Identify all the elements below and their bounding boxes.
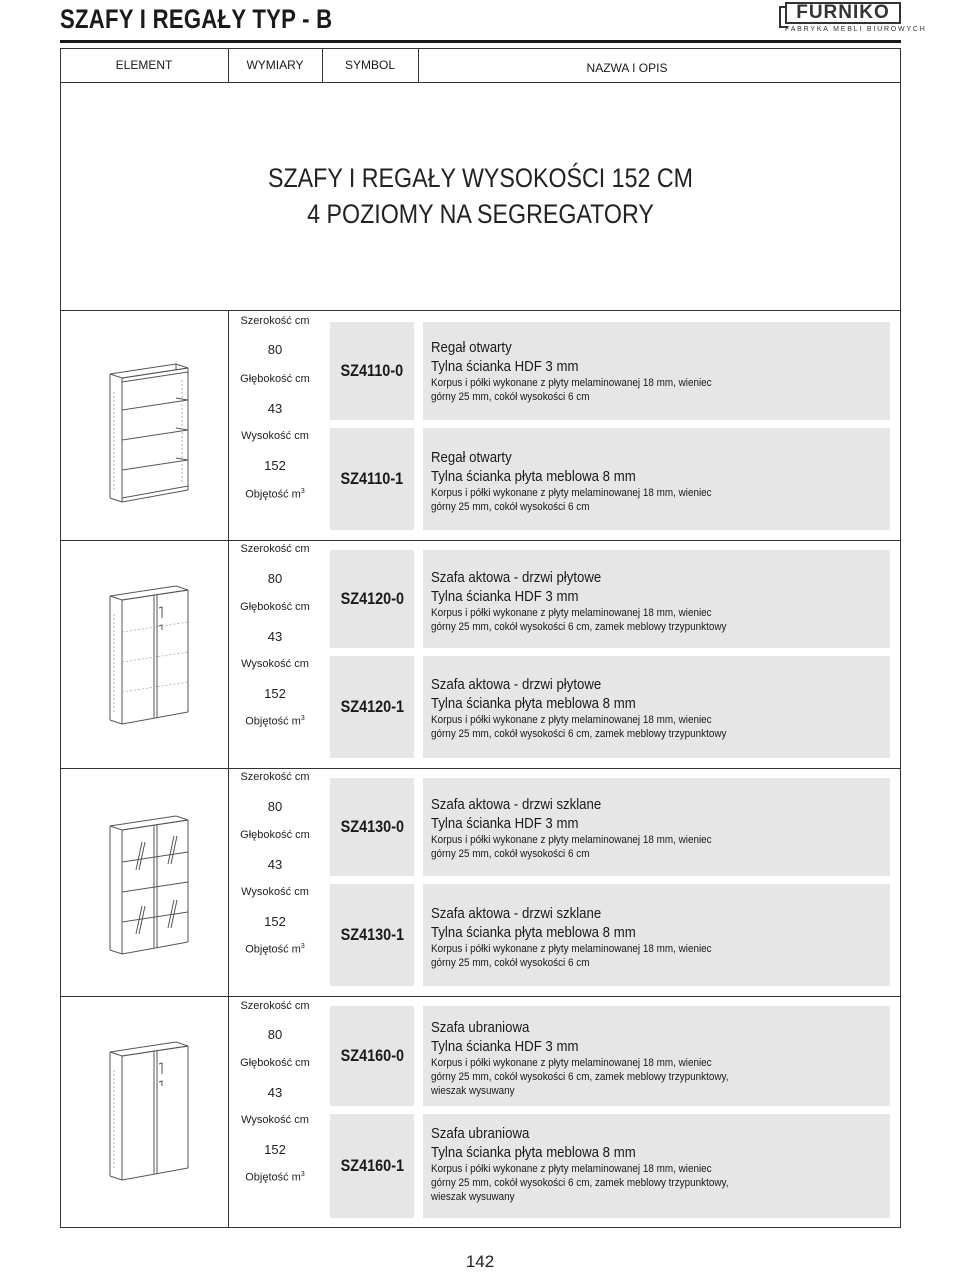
cabinet-glass-doors-illustration [96,808,196,968]
product-description [423,656,890,758]
width-label: Szerokość cm [240,543,310,555]
product-back-panel: Tylna ścianka płyta meblowa 8 mm [431,924,636,941]
table-divider [60,768,901,769]
depth-value: 43 [267,401,283,416]
product-symbol: SZ4110-0 [330,322,414,420]
product-name: Szafa aktowa - drzwi płytowe [431,569,602,586]
product-name: Regał otwarty [431,449,512,466]
product-description [423,1006,890,1106]
depth-value: 43 [267,629,283,644]
product-symbol: SZ4120-1 [330,656,414,758]
height-value: 152 [264,686,286,701]
height-label: Wysokość cm [241,1114,309,1126]
depth-label: Głębokość cm [240,829,310,841]
product-name: Szafa ubraniowa [431,1125,530,1142]
product-description [423,428,890,530]
width-value: 80 [267,342,283,357]
height-value: 152 [264,1142,286,1157]
width-label: Szerokość cm [240,771,310,783]
product-symbol: SZ4160-1 [330,1114,414,1218]
column-header-symbol: SYMBOL [344,58,395,72]
product-description [423,550,890,648]
section-title [119,160,842,232]
product-details: Korpus i półki wykonane z płyty melaminowanej 18 mm, wieniec górny 25 mm, cokół wysokości 6 cm [431,487,712,513]
height-label: Wysokość cm [241,886,309,898]
product-details: Korpus i półki wykonane z płyty melaminowanej 18 mm, wieniec górny 25 mm, cokół wysokości 6 cm, zamek meblowy trzypunktowy, wieszak wysuwany [431,1057,729,1097]
depth-value: 43 [267,857,283,872]
product-description [423,1114,890,1218]
height-value: 152 [264,914,286,929]
column-header-dims: WYMIARY [246,58,304,72]
product-description [423,778,890,876]
product-details: Korpus i półki wykonane z płyty melaminowanej 18 mm, wieniec górny 25 mm, cokół wysokości 6 cm, zamek meblowy trzypunktowy, wieszak wysuwany [431,1163,729,1203]
volume-label: Objętość $m^3$ [245,488,305,501]
product-back-panel: Tylna ścianka płyta meblowa 8 mm [431,1144,636,1161]
product-back-panel: Tylna ścianka HDF 3 mm [431,1038,579,1055]
width-value: 80 [267,571,283,586]
cabinet-solid-doors-illustration [96,578,196,738]
product-name: Szafa aktowa - drzwi szklane [431,796,602,813]
product-name: Szafa aktowa - drzwi szklane [431,905,602,922]
wardrobe-illustration [96,1034,196,1194]
width-value: 80 [267,1027,283,1042]
product-details: Korpus i półki wykonane z płyty melaminowanej 18 mm, wieniec górny 25 mm, cokół wysokości 6 cm [431,377,712,403]
product-name: Szafa aktowa - drzwi płytowe [431,676,602,693]
depth-value: 43 [267,1085,283,1100]
product-symbol: SZ4110-1 [330,428,414,530]
logo-wordmark: FURNIKO [785,2,901,24]
width-label: Szerokość cm [240,315,310,327]
product-symbol: SZ4120-0 [330,550,414,648]
table-divider [60,310,901,311]
volume-label: Objętość $m^3$ [245,715,305,728]
product-details: Korpus i półki wykonane z płyty melaminowanej 18 mm, wieniec górny 25 mm, cokół wysokości 6 cm, zamek meblowy trzypunktowy [431,607,727,633]
width-value: 80 [267,799,283,814]
page-number: 142 [465,1252,495,1271]
height-label: Wysokość cm [241,430,309,442]
page-title: SZAFY I REGAŁY TYP - B [60,4,333,34]
table-divider [60,996,901,997]
header-rule [60,40,901,43]
height-label: Wysokość cm [241,658,309,670]
logo-tagline: FABRYKA MEBLI BIUROWYCH [785,26,927,33]
column-header-element: ELEMENT [115,58,173,72]
table-divider [60,540,901,541]
section-title-line2: 4 POZIOMY NA SEGREGATORY [307,199,654,229]
product-symbol: SZ4130-1 [330,884,414,986]
product-symbol: SZ4160-0 [330,1006,414,1106]
width-label: Szerokość cm [240,1000,310,1012]
product-details: Korpus i półki wykonane z płyty melaminowanej 18 mm, wieniec górny 25 mm, cokół wysokości 6 cm [431,834,712,860]
depth-label: Głębokość cm [240,373,310,385]
product-details: Korpus i półki wykonane z płyty melaminowanej 18 mm, wieniec górny 25 mm, cokół wysokości 6 cm, zamek meblowy trzypunktowy [431,714,727,740]
volume-label: Objętość $m^3$ [245,1171,305,1184]
product-back-panel: Tylna ścianka HDF 3 mm [431,358,579,375]
depth-label: Głębokość cm [240,1057,310,1069]
product-description [423,884,890,986]
section-title-line1: SZAFY I REGAŁY WYSOKOŚCI 152 CM [268,163,693,193]
volume-label: Objętość $m^3$ [245,943,305,956]
product-details: Korpus i półki wykonane z płyty melaminowanej 18 mm, wieniec górny 25 mm, cokół wysokości 6 cm [431,943,712,969]
height-value: 152 [264,458,286,473]
product-description [423,322,890,420]
column-header-name: NAZWA I OPIS [586,61,668,75]
product-back-panel: Tylna ścianka HDF 3 mm [431,588,579,605]
product-name: Regał otwarty [431,339,512,356]
product-back-panel: Tylna ścianka płyta meblowa 8 mm [431,468,636,485]
product-back-panel: Tylna ścianka HDF 3 mm [431,815,579,832]
product-symbol: SZ4130-0 [330,778,414,876]
open-shelf-illustration [96,352,196,512]
product-name: Szafa ubraniowa [431,1019,530,1036]
depth-label: Głębokość cm [240,601,310,613]
product-back-panel: Tylna ścianka płyta meblowa 8 mm [431,695,636,712]
brand-logo [779,2,927,36]
